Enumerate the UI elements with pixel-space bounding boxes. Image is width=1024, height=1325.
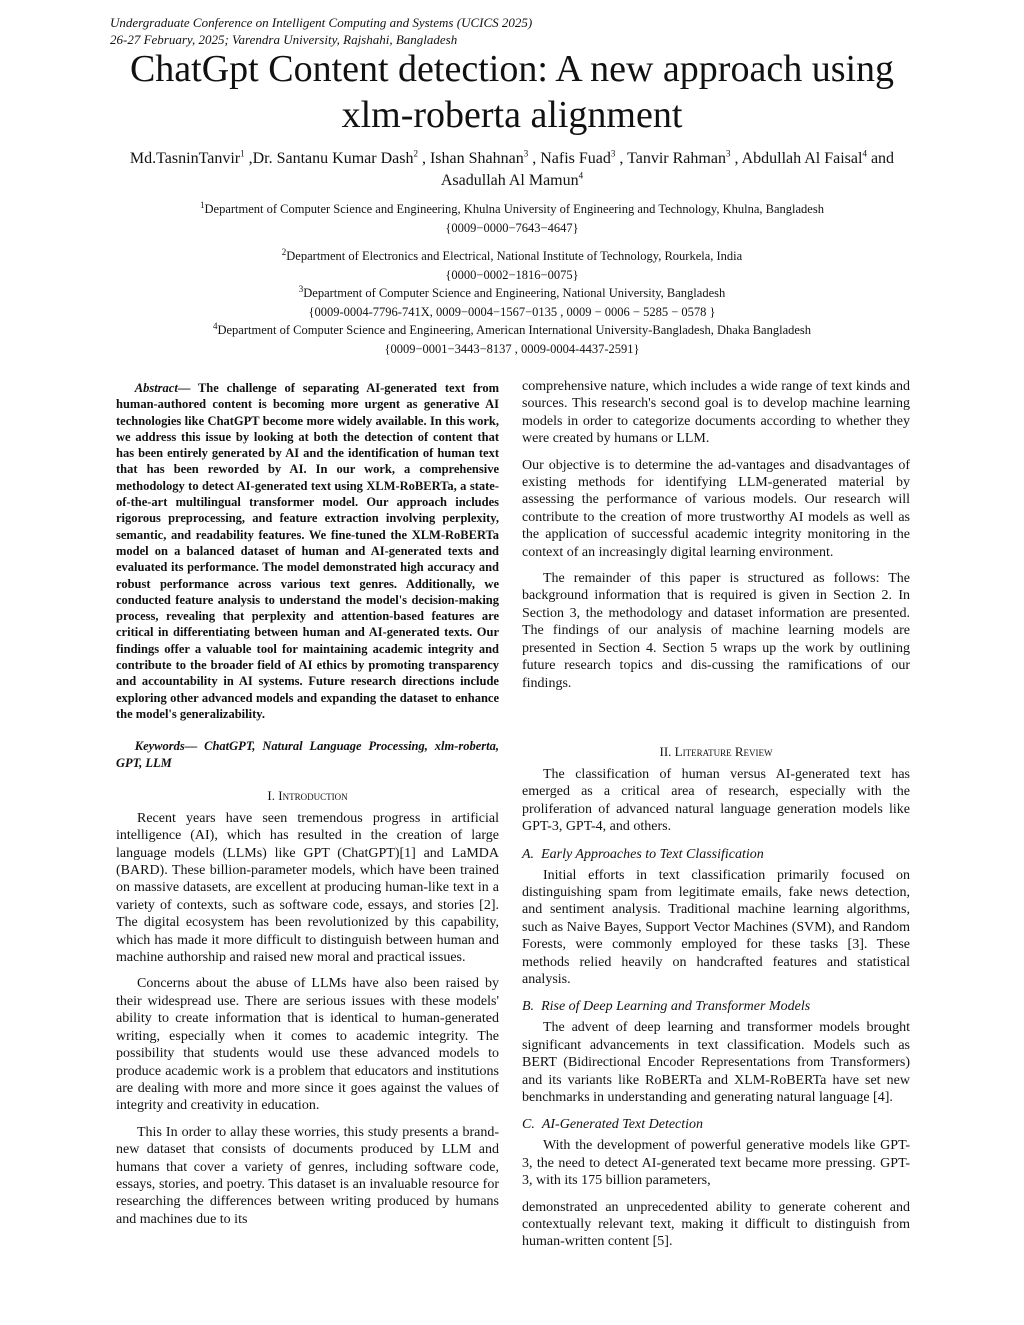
author-2: ,Dr. Santanu Kumar Dash [244, 150, 414, 167]
affiliation-4-marker: 4 [212, 320, 218, 331]
affiliation-4-text: Department of Computer Science and Engineering, American International University-Bangladesh, Dhaka Bangladesh [217, 323, 812, 337]
author-3: , Ishan Shahnan [417, 150, 524, 167]
affiliation-3-marker: 3 [298, 283, 304, 294]
affiliations [130, 200, 894, 358]
abstract [116, 380, 499, 722]
affiliation-4-ids: {0009−0001−3443−8137 , 0009-0004-4437-2591} [384, 341, 640, 356]
author-6-affil: 4 [862, 148, 867, 159]
author-3-affil: 3 [523, 148, 529, 159]
affiliation-2-text: Department of Electronics and Electrical, National Institute of Technology, Rourkela, India [286, 249, 743, 263]
author-4: , Nafis Fuad [528, 150, 611, 167]
affiliation-3-ids: {0009-0004-7796-741X, 0009−0004−1567−0135 , 0009 − 0006 − 5285 − 0578 } [308, 304, 716, 319]
affiliation-1-marker: 1 [200, 199, 205, 210]
conference-header [110, 14, 532, 48]
author-1: Md.TasninTanvir [129, 150, 241, 167]
affiliation-4 [130, 321, 894, 340]
section-title: Literature Review [674, 743, 773, 759]
conference-line-1: Undergraduate Conference on Intelligent Computing and Systems (UCICS 2025) [110, 15, 533, 30]
abstract-text: — The challenge of separating AI-generated text from human-authored content is becoming more urgent as generative AI technologies like ChatGPT become more widely available. In this work, we address this issue by looking at both the detection of content that has been entirely generated by AI and the identification of human text that has been reworded by AI. In our work, a comprehensive methodology to detect AI-generated text using XLM-RoBERTa, a state-of-the-art multilingual transformer model. Our approach includes rigorous preprocessing, and feature extraction involving perplexity, semantic, and readability features. We fine-tuned the XLM-RoBERTa model on a balanced dataset of human and AI-generated texts and evaluated its performance. The model demonstrated high accuracy and robust performance across various text genres. Additionally, we conducted feature analysis to understand the model's decision-making process, revealing that perplexity and attention-based features are critical in differentiating between human and AI-generated texts. Our findings offer a valuable tool for maintaining academic integrity and contribute to the broader field of AI ethics by promoting transparency and accountability in AI systems. Future research directions include exploring other advanced models and expanding the dataset to enhance the model's generalizability. [116, 381, 499, 721]
author-6: , Abdullah Al Faisal [730, 150, 863, 167]
section-heading-introduction [116, 787, 499, 804]
affiliation-2-ids: {0000−0002−1816−0075} [445, 267, 579, 282]
author-5-affil: 3 [725, 148, 731, 159]
affiliation-1-ids: {0009−0000−7643−4647} [445, 220, 579, 235]
keywords [116, 738, 499, 771]
author-4-affil: 3 [610, 148, 616, 159]
section-heading-literature-review [522, 743, 910, 760]
right-column [522, 378, 910, 1260]
author-7-affil: 4 [578, 170, 584, 181]
affiliation-2 [130, 247, 894, 266]
title-line-1: ChatGpt Content detection: A new approach using [129, 48, 895, 90]
paper-title [80, 46, 944, 138]
paragraph: This In order to allay these worries, this study presents a brand-new dataset that consists of documents produced by LLM and humans that cover a variety of genres, including software code, essays, stories, and poetry. This dataset is an invaluable resource for researching the differences between writing produced by humans and machines due to its [116, 1124, 499, 1227]
subsection-heading-a: A. Early Approaches to Text Classification [522, 846, 764, 862]
affiliation-2-marker: 2 [281, 246, 287, 257]
conference-line-2: 26-27 February, 2025; Varendra University, Rajshahi, Bangladesh [110, 32, 458, 47]
abstract-label: Abstract [134, 381, 178, 395]
affiliation-3 [130, 284, 894, 303]
author-list [110, 148, 914, 192]
title-line-2: xlm-roberta alignment [341, 94, 683, 136]
affiliation-1 [130, 200, 894, 219]
subsection-heading-b: B. Rise of Deep Learning and Transformer Models [522, 999, 811, 1015]
author-7: and Asadullah Al Mamun [440, 150, 895, 189]
affiliation-3-text: Department of Computer Science and Engineering, National University, Bangladesh [303, 286, 726, 300]
paragraph: Initial efforts in text classification primarily focused on distinguishing spam from legitimate emails, fake news detection, and sentiment analysis. Traditional machine learning algorithms, such as Naive Bayes, Support Vector Machines (SVM), and Random Forests, were commonly employed for these tasks [3]. These methods relied heavily on handcrafted features and statistical analysis. [522, 867, 910, 987]
author-5: , Tanvir Rahman [615, 150, 726, 167]
section-number: I. [267, 787, 275, 803]
paragraph: The classification of human versus AI-generated text has emerged as a critical area of research, especially with the proliferation of advanced natural language generation models like GPT-3, GPT-4, and others. [522, 766, 910, 835]
paragraph: Recent years have seen tremendous progress in artificial intelligence (AI), which has resulted in the creation of large language models (LLMs) like GPT (ChatGPT)[1] and LaMDA (BARD). These billion-parameter models, which have been trained on massive datasets, are excellent at producing human-like text in a variety of contexts, such as software code, essays, and stories [2]. The digital ecosystem has been revolutionized by this capability, which has made it more difficult to distinguish between human and machine authorship and raised new moral and practical issues. [116, 810, 499, 966]
paragraph: Our objective is to determine the ad-vantages and disadvantages of existing methods for identifying LLM-generated material by assessing the performance of various models. Our research will contribute to the creation of more trustworthy AI models as well as the application of successful academic integrity monitoring in the context of an increasingly digital learning environment. [522, 457, 910, 560]
keywords-text: — ChatGPT, Natural Language Processing, xlm-roberta, GPT, LLM [116, 739, 499, 770]
author-1-affil: 1 [240, 148, 245, 159]
paragraph: comprehensive nature, which includes a wide range of text kinds and sources. This research's second goal is to develop machine learning models in order to categorize documents according to whether they were created by humans or LLM. [522, 379, 910, 447]
paragraph: The remainder of this paper is structured as follows: The background information that is required is given in Section 2. In Section 3, the methodology and dataset information are presented. The findings of our analysis of machine learning models are presented in Section 4. Section 5 wraps up the work by outlining future research topics and dis-cussing the ramifications of our findings. [522, 571, 910, 691]
affiliation-1-text: Department of Computer Science and Engineering, Khulna University of Engineering and Technology, Khulna, Bangladesh [204, 202, 824, 216]
section-number: II. [659, 743, 672, 759]
left-column [116, 380, 499, 1237]
paragraph: With the development of powerful generative models like GPT-3, the need to detect AI-generated text became more pressing. GPT-3, with its 175 billion parameters, [522, 1138, 910, 1189]
section-title: Introduction [278, 787, 348, 803]
keywords-label: Keywords [134, 739, 185, 754]
paragraph: Concerns about the abuse of LLMs have also been raised by their widespread use. There are serious issues with these models' ability to create information that is identical to human-generated writing, especially when it comes to academic integrity. The possibility that students would use these advanced models to produce academic work is a problem that educators and institutions are dealing with more and more since it goes against the values of integrity and creativity in education. [116, 976, 499, 1114]
paragraph: demonstrated an unprecedented ability to generate coherent and contextually relevant text, making it difficult to distinguish from human-written content [5]. [522, 1199, 910, 1250]
paragraph: The advent of deep learning and transformer models brought significant advancements in text classification. Models such as BERT (Bidirectional Encoder Representations from Transformers) and its variants like RoBERTa and XLM-RoBERTa have set new benchmarks in understanding and generating natural language [4]. [522, 1020, 910, 1105]
author-2-affil: 2 [413, 148, 418, 159]
subsection-heading-c: C. AI-Generated Text Detection [522, 1117, 704, 1133]
